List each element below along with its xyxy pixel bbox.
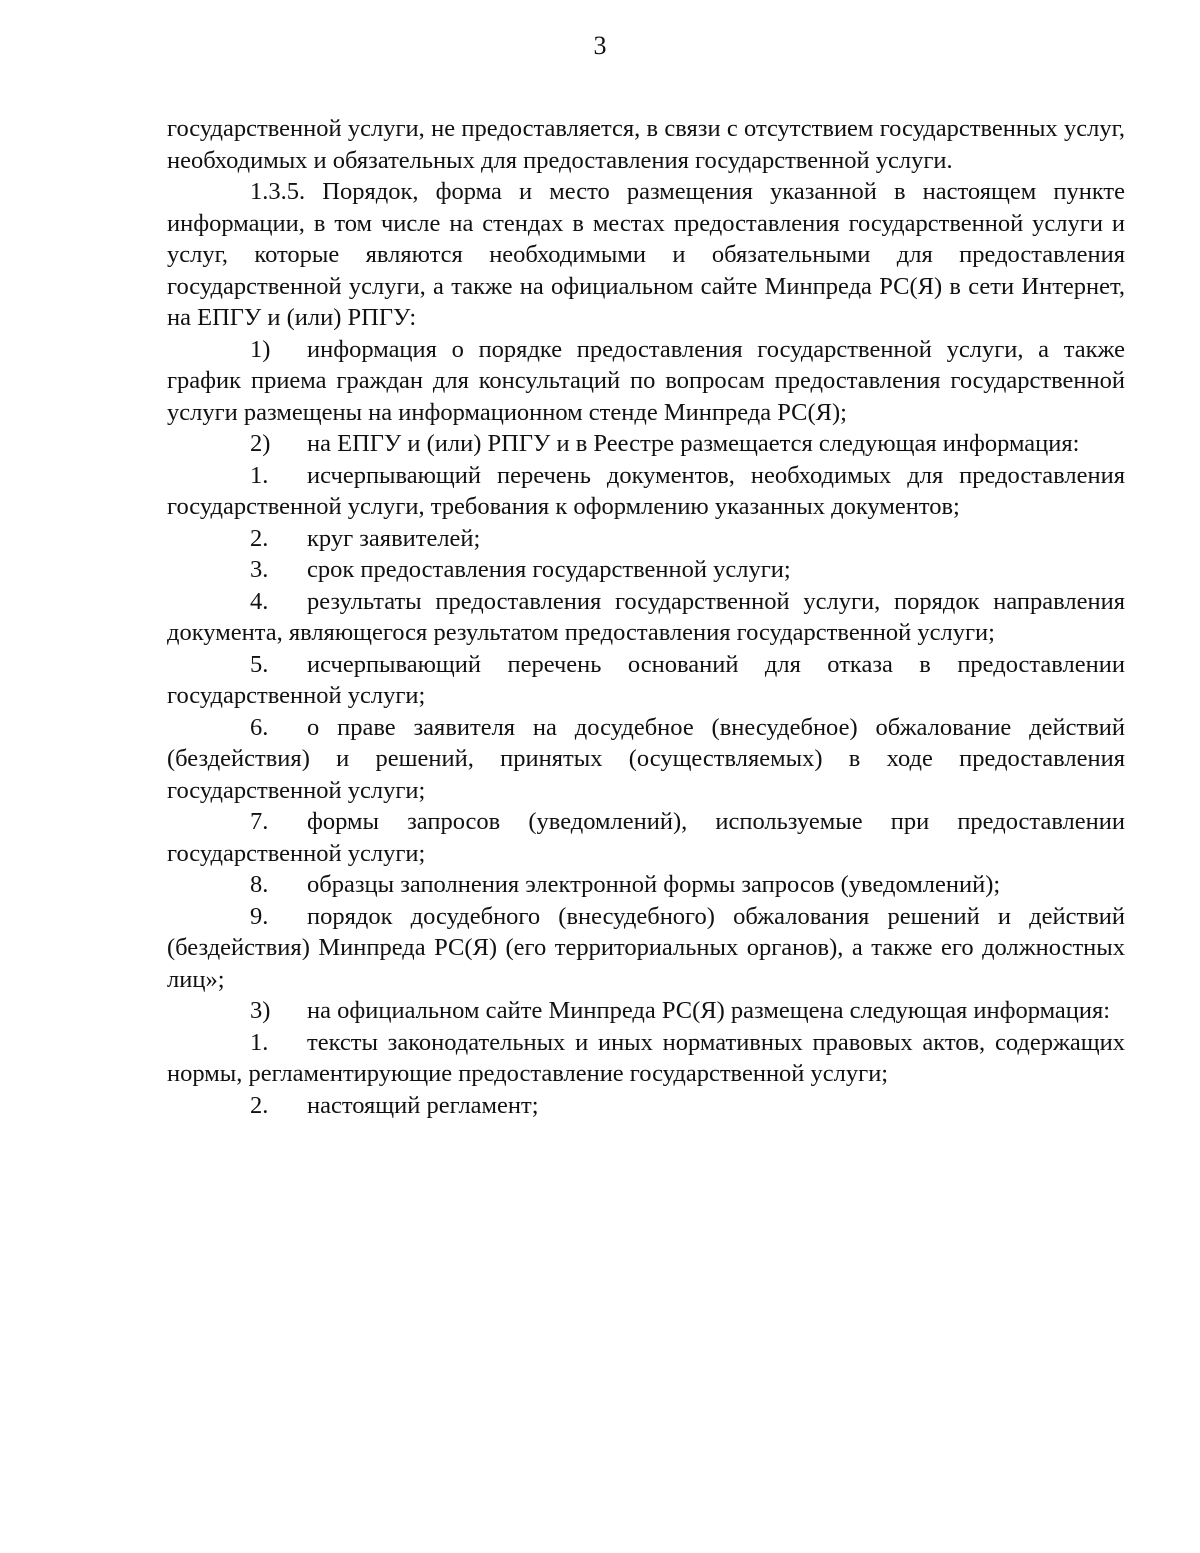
- list-item-text: настоящий регламент;: [307, 1091, 539, 1119]
- list-item-2: [167, 428, 1125, 460]
- list-item-text: исчерпывающий перечень документов, необходимых для предоставления государственной услуги, требования к оформлению указанных документов;: [167, 461, 1125, 520]
- list-item-number: 2.: [250, 1091, 269, 1119]
- list-item-number: 5.: [250, 650, 269, 678]
- list-item-text: информация о порядке предоставления государственной услуги, а также график приема граждан для консультаций по вопросам предоставления государственной услуги размещены на информационном стенде Минпреда РС(Я);: [167, 335, 1125, 426]
- sublist-item-2-8: [167, 869, 1125, 901]
- sublist-item-2-5: [167, 649, 1125, 712]
- list-item-number: 3): [250, 997, 271, 1024]
- list-item-number: 1.: [250, 1028, 269, 1056]
- list-item-text: порядок досудебного (внесудебного) обжалования решений и действий (бездействия) Минпреда РС(Я) (его территориальных органов), а также его должностных лиц»;: [167, 902, 1125, 993]
- list-item-text: срок предоставления государственной услуги;: [307, 556, 791, 583]
- list-item-1: [167, 334, 1125, 429]
- list-item-text: тексты законодательных и иных нормативных правовых актов, содержащих нормы, регламентирующие предоставление государственной услуги;: [167, 1028, 1125, 1087]
- list-item-number: 6.: [250, 713, 269, 741]
- list-item-number: 1): [250, 335, 271, 363]
- sublist-item-2-9: [167, 901, 1125, 996]
- list-item-text: исчерпывающий перечень оснований для отказа в предоставлении государственной услуги;: [167, 650, 1125, 709]
- sublist-item-2-7: [167, 806, 1125, 869]
- list-item-text: на официальном сайте Минпреда РС(Я) размещена следующая информация:: [307, 997, 1111, 1024]
- list-item-number: 4.: [250, 587, 269, 615]
- sublist-item-2-4: [167, 586, 1125, 649]
- paragraph-text: государственной услуги, не предоставляется, в связи с отсутствием государственных услуг, необходимых и обязательных для предоставления государственной услуги.: [167, 115, 1125, 174]
- page-number: 3: [593, 31, 607, 60]
- sublist-item-2-6: [167, 712, 1125, 807]
- sublist-item-2-3: [167, 554, 1125, 586]
- list-item-text: о праве заявителя на досудебное (внесудебное) обжалование действий (бездействия) и решений, принятых (осуществляемых) в ходе предоставления государственной услуги;: [167, 713, 1125, 804]
- paragraph-1-3-5: [167, 176, 1125, 334]
- list-item-number: 2.: [250, 524, 269, 552]
- paragraph-continuation: [167, 113, 1125, 176]
- list-item-3: [167, 995, 1125, 1027]
- paragraph-text: 1.3.5. Порядок, форма и место размещения указанной в настоящем пункте информации, в том числе на стендах в местах предоставления государственной услуги и услуг, которые являются необходимыми и обязательными для предоставления государственной услуги, а также на официальном сайте Минпреда РС(Я) в сети Интернет, на ЕПГУ и (или) РПГУ:: [167, 178, 1125, 331]
- list-item-number: 1.: [250, 461, 269, 489]
- list-item-number: 7.: [250, 808, 269, 835]
- list-item-number: 8.: [250, 871, 269, 898]
- document-body: [167, 113, 1125, 1121]
- sublist-item-2-2: [167, 523, 1125, 555]
- list-item-number: 2): [250, 430, 271, 457]
- list-item-number: 9.: [250, 902, 269, 930]
- sublist-item-2-1: [167, 460, 1125, 523]
- list-item-number: 3.: [250, 556, 269, 583]
- sublist-item-3-1: [167, 1027, 1125, 1090]
- list-item-text: образцы заполнения электронной формы запросов (уведомлений);: [307, 871, 1001, 898]
- list-item-text: формы запросов (уведомлений), используемые при предоставлении государственной услуги;: [167, 808, 1125, 867]
- list-item-text: на ЕПГУ и (или) РПГУ и в Реестре размещается следующая информация:: [307, 430, 1080, 457]
- list-item-text: результаты предоставления государственной услуги, порядок направления документа, являющегося результатом предоставления государственной услуги;: [167, 587, 1125, 646]
- sublist-item-3-2: [167, 1090, 1125, 1122]
- list-item-text: круг заявителей;: [307, 524, 481, 552]
